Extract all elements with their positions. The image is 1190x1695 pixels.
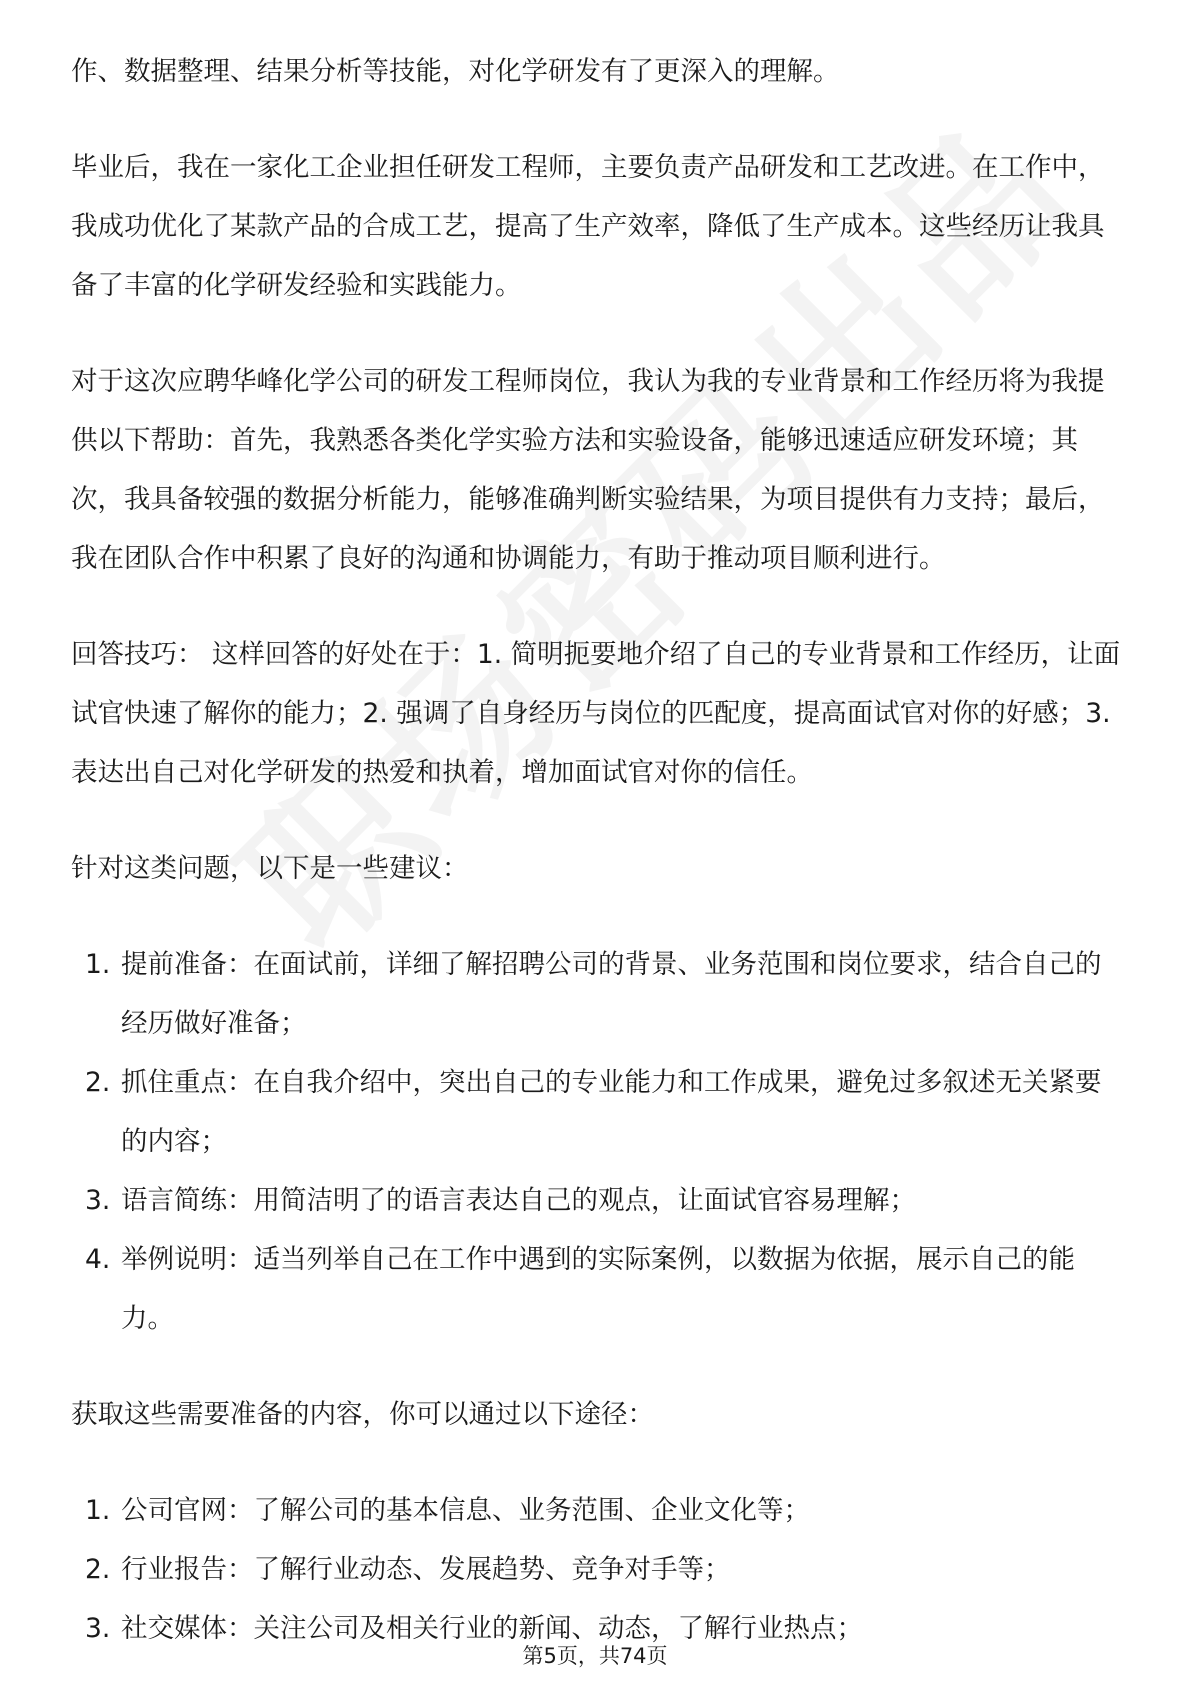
list-item-text: 抓住重点：在自我介绍中，突出自己的专业能力和工作成果，避免过多叙述无关紧要的内容； (121, 1067, 1102, 1157)
paragraph-suggestions-intro: 针对这类问题，以下是一些建议： (71, 853, 469, 884)
list-item (71, 1481, 1123, 1540)
list-item-number: 1. (85, 1495, 111, 1526)
list-item-text: 语言简练：用简洁明了的语言表达自己的观点，让面试官容易理解； (121, 1185, 916, 1216)
list-item-text: 行业报告：了解行业动态、发展趋势、竞争对手等； (121, 1554, 731, 1585)
list-item-number: 2. (85, 1554, 111, 1585)
list-item-number: 3. (85, 1613, 111, 1644)
suggestions-list (71, 935, 1123, 1348)
page-number-footer: 第5页，共74页 (522, 1644, 668, 1668)
paragraph-job-fit: 对于这次应聘华峰化学公司的研发工程师岗位，我认为我的专业背景和工作经历将为我提供以下帮助：首先，我熟悉各类化学实验方法和实验设备，能够迅速适应研发环境；其次，我具备较强的数据分析能力，能够准确判断实验结果，为项目提供有力支持；最后，我在团队合作中积累了良好的沟通和协调能力，有助于推动项目顺利进行。 (71, 366, 1105, 574)
list-item (71, 1540, 1123, 1599)
paragraph-skills: 作、数据整理、结果分析等技能，对化学研发有了更深入的理解。 (71, 56, 840, 87)
list-item (71, 1230, 1123, 1348)
list-item (71, 935, 1123, 1053)
paragraph-sources-intro: 获取这些需要准备的内容，你可以通过以下途径： (71, 1399, 654, 1430)
page-content (71, 42, 1123, 1695)
sources-list (71, 1481, 1123, 1658)
list-item (71, 1171, 1123, 1230)
list-item (71, 1053, 1123, 1171)
list-item-text: 举例说明：适当列举自己在工作中遇到的实际案例，以数据为依据，展示自己的能力。 (121, 1244, 1075, 1334)
paragraph-answer-tips: 回答技巧： 这样回答的好处在于：1. 简明扼要地介绍了自己的专业背景和工作经历，让面试官快速了解你的能力；2. 强调了自身经历与岗位的匹配度，提高面试官对你的好感；3. 表达出自己对化学研发的热爱和执着，增加面试官对你的信任。 (71, 639, 1121, 788)
list-item-number: 2. (85, 1067, 111, 1098)
list-item-text: 社交媒体：关注公司及相关行业的新闻、动态，了解行业热点； (121, 1613, 863, 1644)
list-item-number: 3. (85, 1185, 111, 1216)
paragraph-work-experience: 毕业后，我在一家化工企业担任研发工程师，主要负责产品研发和工艺改进。在工作中，我成功优化了某款产品的合成工艺，提高了生产效率，降低了生产成本。这些经历让我具备了丰富的化学研发经验和实践能力。 (71, 152, 1105, 301)
list-item-number: 4. (85, 1244, 111, 1275)
list-item-text: 公司官网：了解公司的基本信息、业务范围、企业文化等； (121, 1495, 810, 1526)
list-item-text: 提前准备：在面试前，详细了解招聘公司的背景、业务范围和岗位要求，结合自己的经历做好准备； (121, 949, 1102, 1039)
list-item-number: 1. (85, 949, 111, 980)
